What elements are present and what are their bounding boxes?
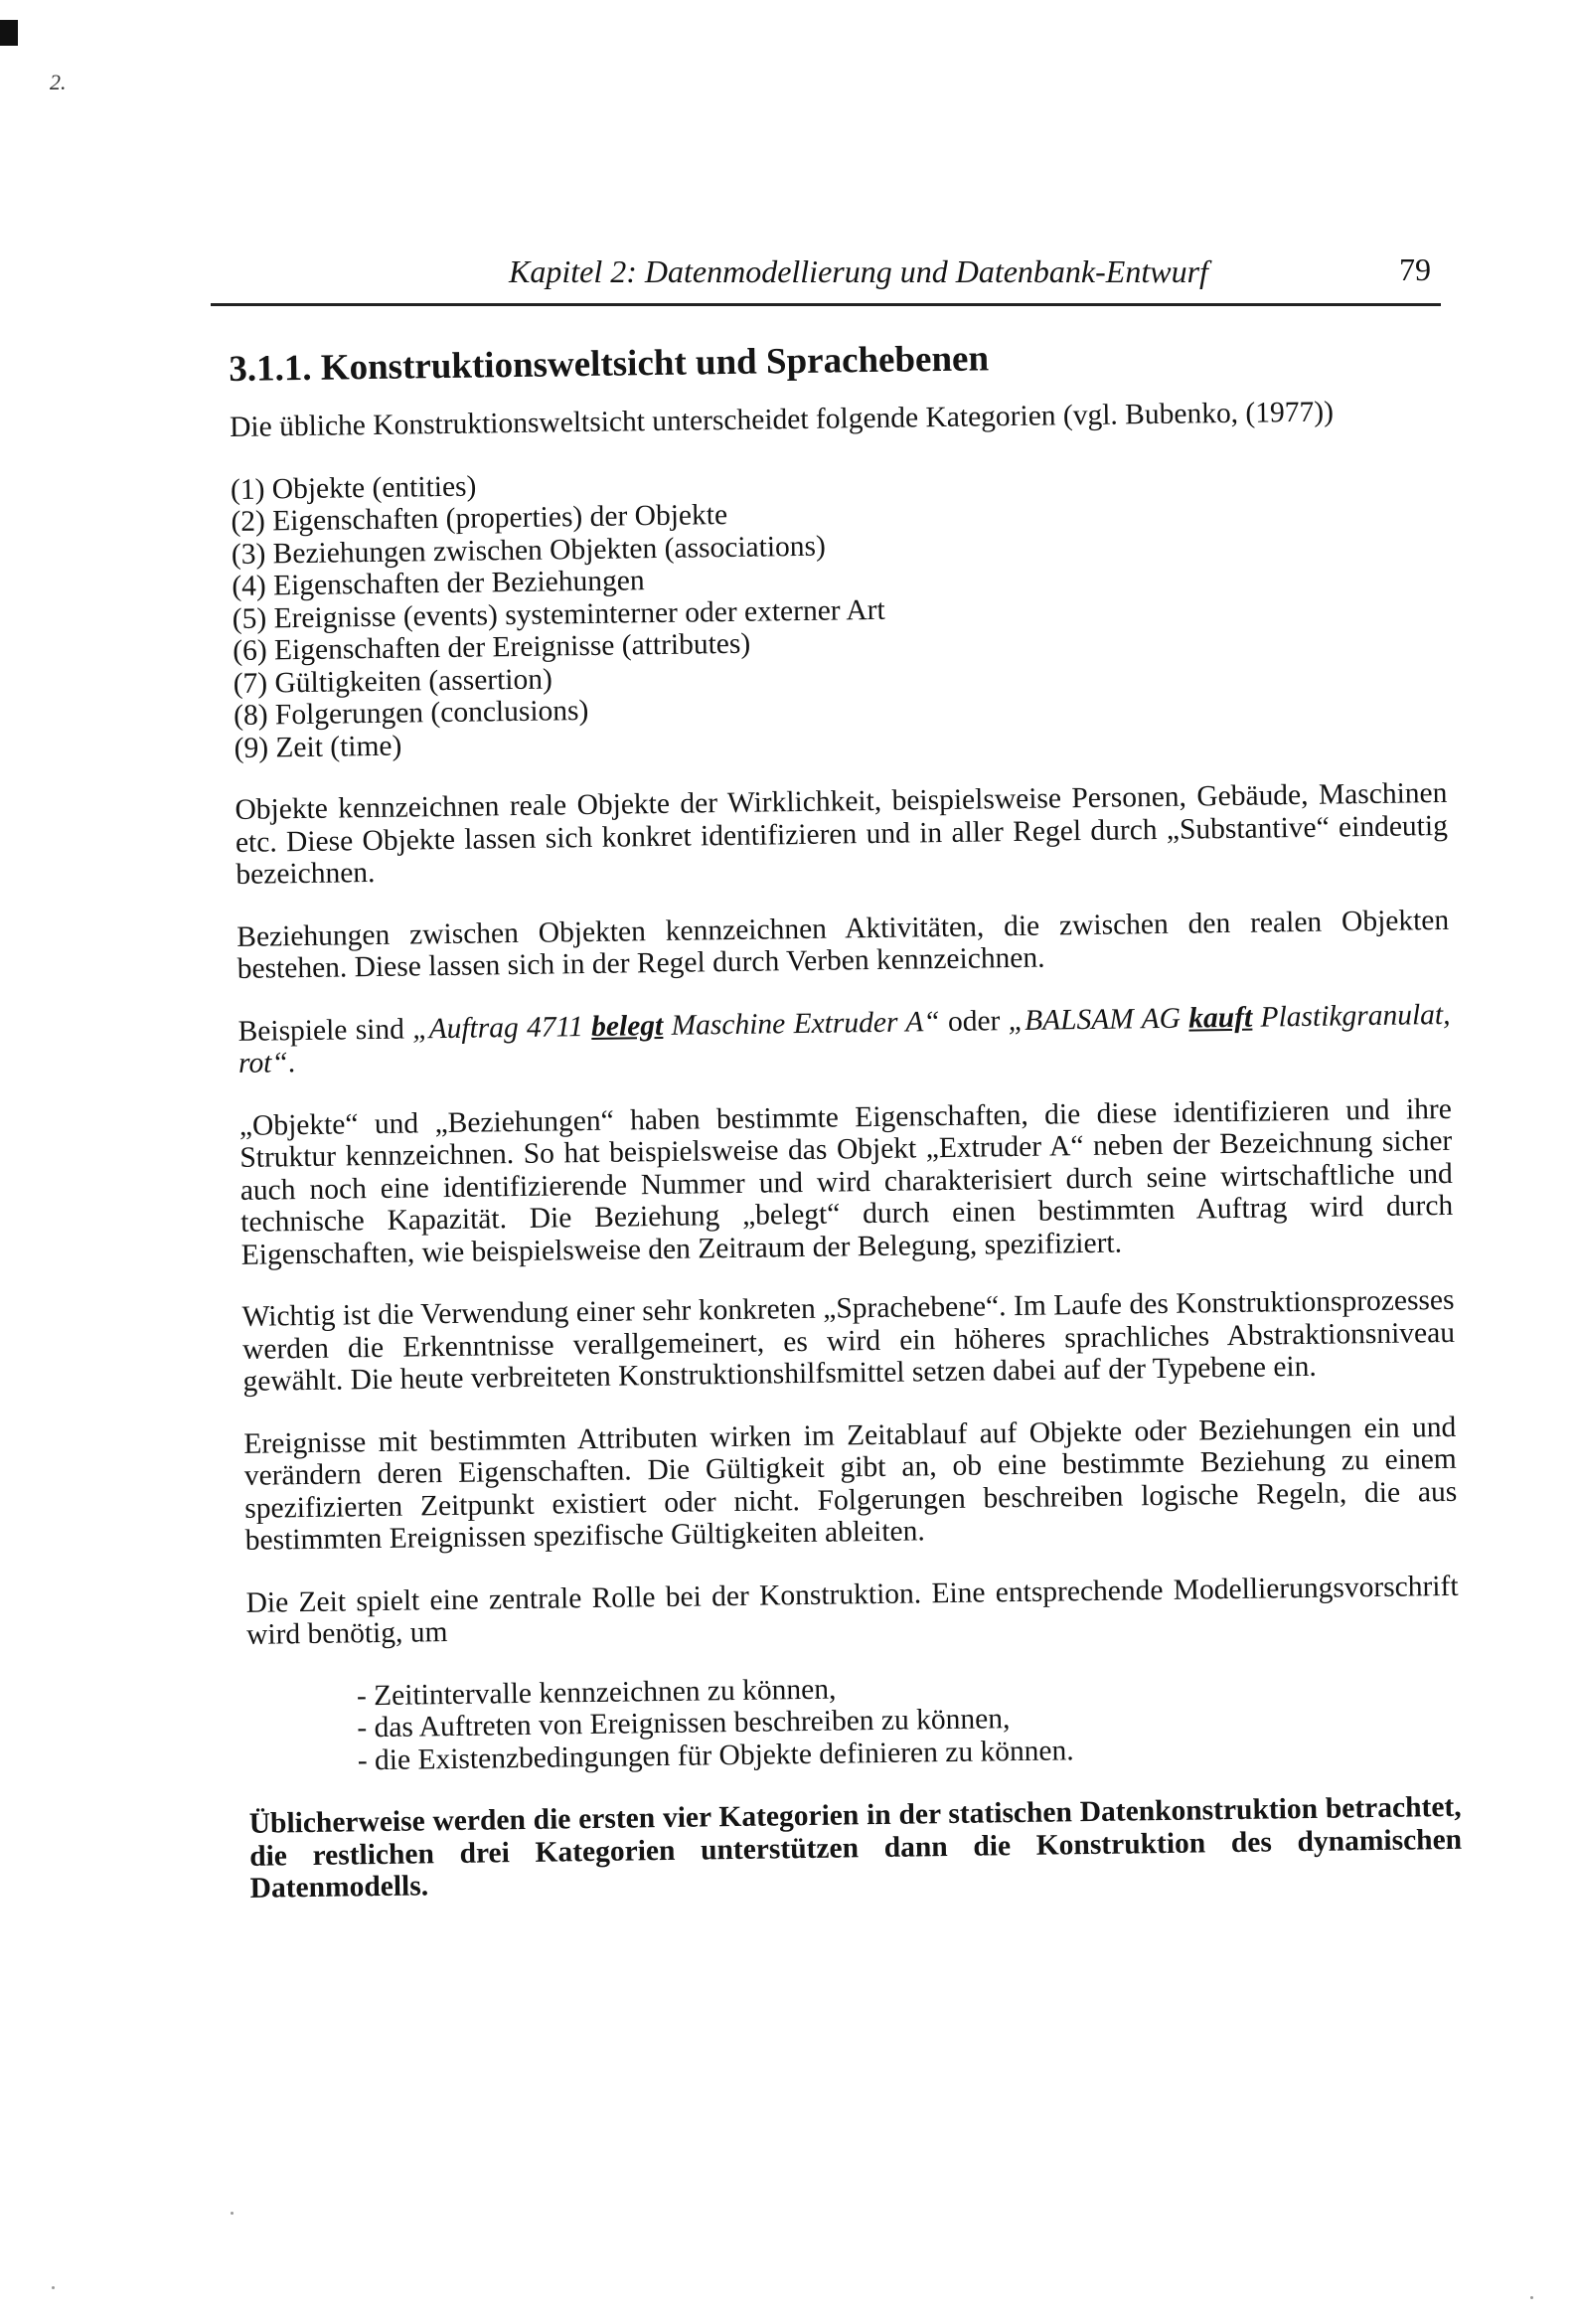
scan-speck <box>1530 2296 1533 2299</box>
time-goal-item: - die Existenzbedingungen für Objekte definieren zu können. <box>357 1734 1074 1776</box>
example-prefix: Beispiele sind <box>237 1012 413 1048</box>
example-1-start: „Auftrag 4711 <box>411 1010 592 1045</box>
events-paragraph: Ereignisse mit bestimmten Attributen wirken im Zeitablauf auf Objekte oder Beziehungen ein und verändern deren Eigenschaften. Die Gültigkeit gibt an, ob eine bestimmte Beziehung zu einem spezifizierten Zeitpunkt existiert oder nicht. Folgerungen beschreiben logische Regeln, die aus bestimmten Ereignissen spezifische Gültigkeiten ableiten. <box>243 1411 1458 1557</box>
example-2-verb: kauft <box>1188 1001 1253 1035</box>
example-1-verb: belegt <box>590 1009 664 1043</box>
time-goal-item: - das Auftreten von Ereignissen beschreiben zu können, <box>357 1703 1011 1744</box>
corner-scribble: 2. <box>50 70 67 94</box>
category-item: (2) Eigenschaften (properties) der Objekte <box>231 499 728 538</box>
intro-paragraph: Die übliche Konstruktionsweltsicht unterscheidet folgende Kategorien (vgl. Bubenko, (1977)) <box>229 396 1335 443</box>
examples-paragraph <box>237 998 1451 1079</box>
example-2-start: „BALSAM AG <box>1008 1002 1189 1037</box>
category-item: (4) Eigenschaften der Beziehungen <box>232 565 645 602</box>
category-item: (5) Ereignisse (events) systeminterner oder externer Art <box>232 593 885 635</box>
category-item: (1) Objekte (entities) <box>230 470 477 506</box>
category-item: (6) Eigenschaften der Ereignisse (attributes) <box>233 627 751 667</box>
relations-paragraph: Beziehungen zwischen Objekten kennzeichnen Aktivitäten, die zwischen den realen Objekten bestehen. Diese lassen sich in der Regel durch Verben kennzeichnen. <box>237 904 1450 985</box>
section-heading: 3.1.1. Konstruktionsweltsicht und Sprachebenen <box>229 338 990 390</box>
running-title: Kapitel 2: Datenmodellierung und Datenbank-Entwurf <box>509 253 1208 289</box>
time-goal-item: - Zeitintervalle kennzeichnen zu können, <box>356 1673 837 1712</box>
example-suffix: . <box>287 1047 296 1079</box>
time-paragraph: Die Zeit spielt eine zentrale Rolle bei der Konstruktion. Eine entsprechende Modellierungsvorschrift wird benötig, um <box>245 1570 1459 1651</box>
example-1-end: Maschine Extruder A“ <box>663 1005 940 1042</box>
properties-paragraph: „Objekte“ und „Beziehungen“ haben bestimmte Eigenschaften, die diese identifizieren und ihre Struktur kennzeichnen. So hat beispielsweise das Objekt „Extruder A“ neben der Bezeichnung sicher auch noch eine identifizierende Nummer und wird charakterisiert durch seine wirtschaftliche und technische Kapazität. Die Beziehung „belegt“ durch einen bestimmten Auftrag wird durch Eigenschaften, wie beispielsweise den Zeitraum der Belegung, spezifiziert. <box>238 1092 1454 1271</box>
page-number: 79 <box>1399 251 1431 287</box>
time-goals-list <box>357 1664 1461 1776</box>
category-item: (3) Beziehungen zwischen Objekten (associations) <box>231 530 827 571</box>
example-middle: oder <box>939 1004 1009 1038</box>
page-body <box>229 331 1463 1934</box>
final-paragraph: Üblicherweise werden die ersten vier Kategorien in der statischen Datenkonstruktion betrachtet, die restlichen drei Kategorien unterstützen dann die Konstruktion des dynamischen Datenmodells. <box>248 1790 1463 1905</box>
running-header <box>211 253 1441 306</box>
category-item: (9) Zeit (time) <box>234 730 402 764</box>
category-list <box>231 456 1447 764</box>
scan-speck <box>52 2286 55 2289</box>
objects-paragraph: Objekte kennzeichnen reale Objekte der Wirklichkeit, beispielsweise Personen, Gebäude, Maschinen etc. Diese Objekte lassen sich konkret identifizieren und in aller Regel durch „Substantive“ eindeutig bezeichnen. <box>235 776 1449 891</box>
language-level-paragraph: Wichtig ist die Verwendung einer sehr konkreten „Sprachebene“. Im Laufe des Konstruktionsprozesses werden die Erkenntnisse verallgemeinert, es wird ein höheres sprachliches Abstraktionsniveau gewählt. Die heute verbreiteten Konstruktionshilfsmittel setzen dabei auf der Typebene ein. <box>241 1283 1456 1398</box>
category-item: (8) Folgerungen (conclusions) <box>233 694 589 732</box>
scan-speck <box>231 2212 234 2215</box>
scan-corner-mark <box>0 20 18 46</box>
example-2-end: Plastikgranulat, rot“ <box>237 998 1451 1079</box>
category-item: (7) Gültigkeiten (assertion) <box>233 662 553 700</box>
